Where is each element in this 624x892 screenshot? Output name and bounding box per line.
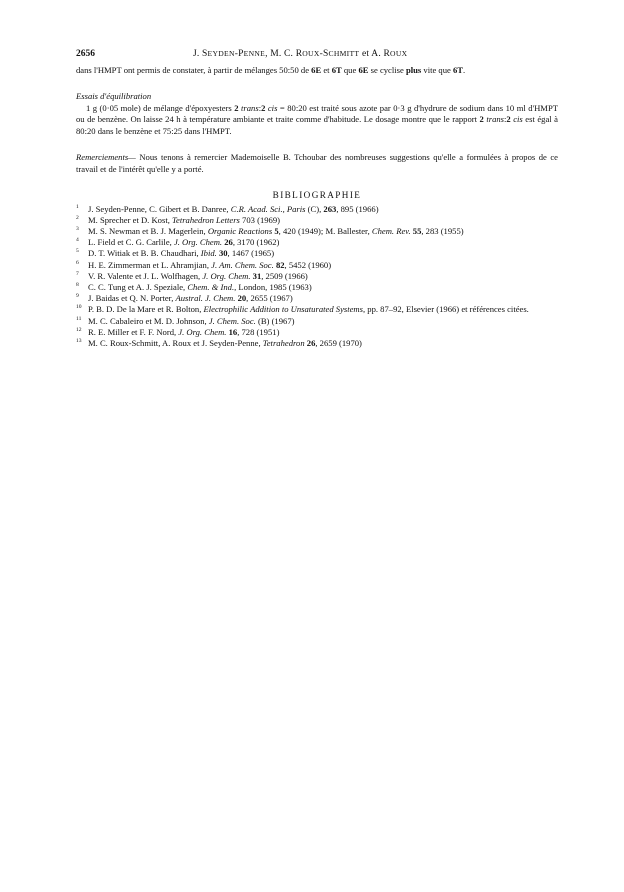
reference-item: 7 V. R. Valente et J. L. Wolfhagen, J. Org. Chem. 31, 2509 (1966): [76, 270, 308, 281]
reference-item: 9 J. Baidas et Q. N. Porter, Austral. J. Chem. 20, 2655 (1967): [76, 293, 293, 304]
reference-item: 4 L. Field et C. G. Carlile, J. Org. Chem. 26, 3170 (1962): [76, 237, 280, 248]
page-number: 2656: [76, 49, 95, 59]
journal-page: [76, 49, 558, 349]
reference-item: 6 H. E. Zimmerman et L. Ahramjian, J. Am. Chem. Soc. 82, 5452 (1960): [76, 259, 332, 270]
reference-item: 8 C. C. Tung et A. J. Speziale, Chem. & Ind., London, 1985 (1963): [76, 282, 312, 292]
reference-item: 3 M. S. Newman et B. J. Magerlein, Organic Reactions 5, 420 (1949); M. Ballester, Chem. Rev. 55, 283 (1955): [76, 225, 464, 236]
reference-item: 2 M. Sprecher et D. Kost, Tetrahedron Letters 703 (1969): [76, 214, 281, 225]
reference-item: 13 M. C. Roux-Schmitt, A. Roux et J. Seyden-Penne, Tetrahedron 26, 2659 (1970): [76, 338, 362, 349]
reference-item: 11 M. C. Cabaleiro et M. D. Johnson, J. Chem. Soc. (B) (1967): [76, 315, 295, 326]
bibliography-list: [76, 204, 558, 350]
section-title-equilibration: Essais d'équilibration: [76, 90, 152, 101]
reference-item: 1 J. Seyden-Penne, C. Gibert et B. Danree, C.R. Acad. Sci., Paris (C), 263, 895 (1966): [76, 203, 379, 214]
reference-item: 5 D. T. Witiak et B. B. Chaudhari, Ibid. 30, 1467 (1965): [76, 248, 275, 259]
reference-item: 10 P. B. D. De la Mare et R. Bolton, Electrophilic Addition to Unsaturated Systems, pp. 87–92, Elsevier (1966) et références citées.: [76, 304, 529, 315]
equilibration-paragraph: 1 g (0·05 mole) de mélange d'époxyesters 2 trans:2 cis = 80:20 est traité sous azote par 0·3 g d'hydrure de sodium dans 10 ml d'HMPT ou de benzène. On laisse 24 h à température ambiante et traite comme d'habitude. Le dosage montre que le rapport 2 trans:2 cis est égal à 80:20 dans le benzène et 75:25 dans l'HMPT.: [76, 102, 558, 137]
intro-paragraph: dans l'HMPT ont permis de constater, à partir de mélanges 50:50 de 6E et 6T que 6E se cyclise plus vite que 6T.: [76, 65, 466, 75]
bibliography-heading: BIBLIOGRAPHIE: [272, 189, 362, 200]
acknowledgement-paragraph: Remerciements— Nous tenons à remercier Mademoiselle B. Tchoubar des nombreuses suggestions qu'elle a formulées à propos de ce travail et de l'intérêt qu'elle y a porté.: [76, 151, 558, 174]
running-head-authors: J. SEYDEN-PENNE, M. C. ROUX-SCHMITT et A. ROUX: [193, 49, 408, 59]
running-header: [76, 49, 558, 65]
reference-item: 12 R. E. Miller et F. F. Nord, J. Org. Chem. 16, 728 (1951): [76, 326, 280, 337]
